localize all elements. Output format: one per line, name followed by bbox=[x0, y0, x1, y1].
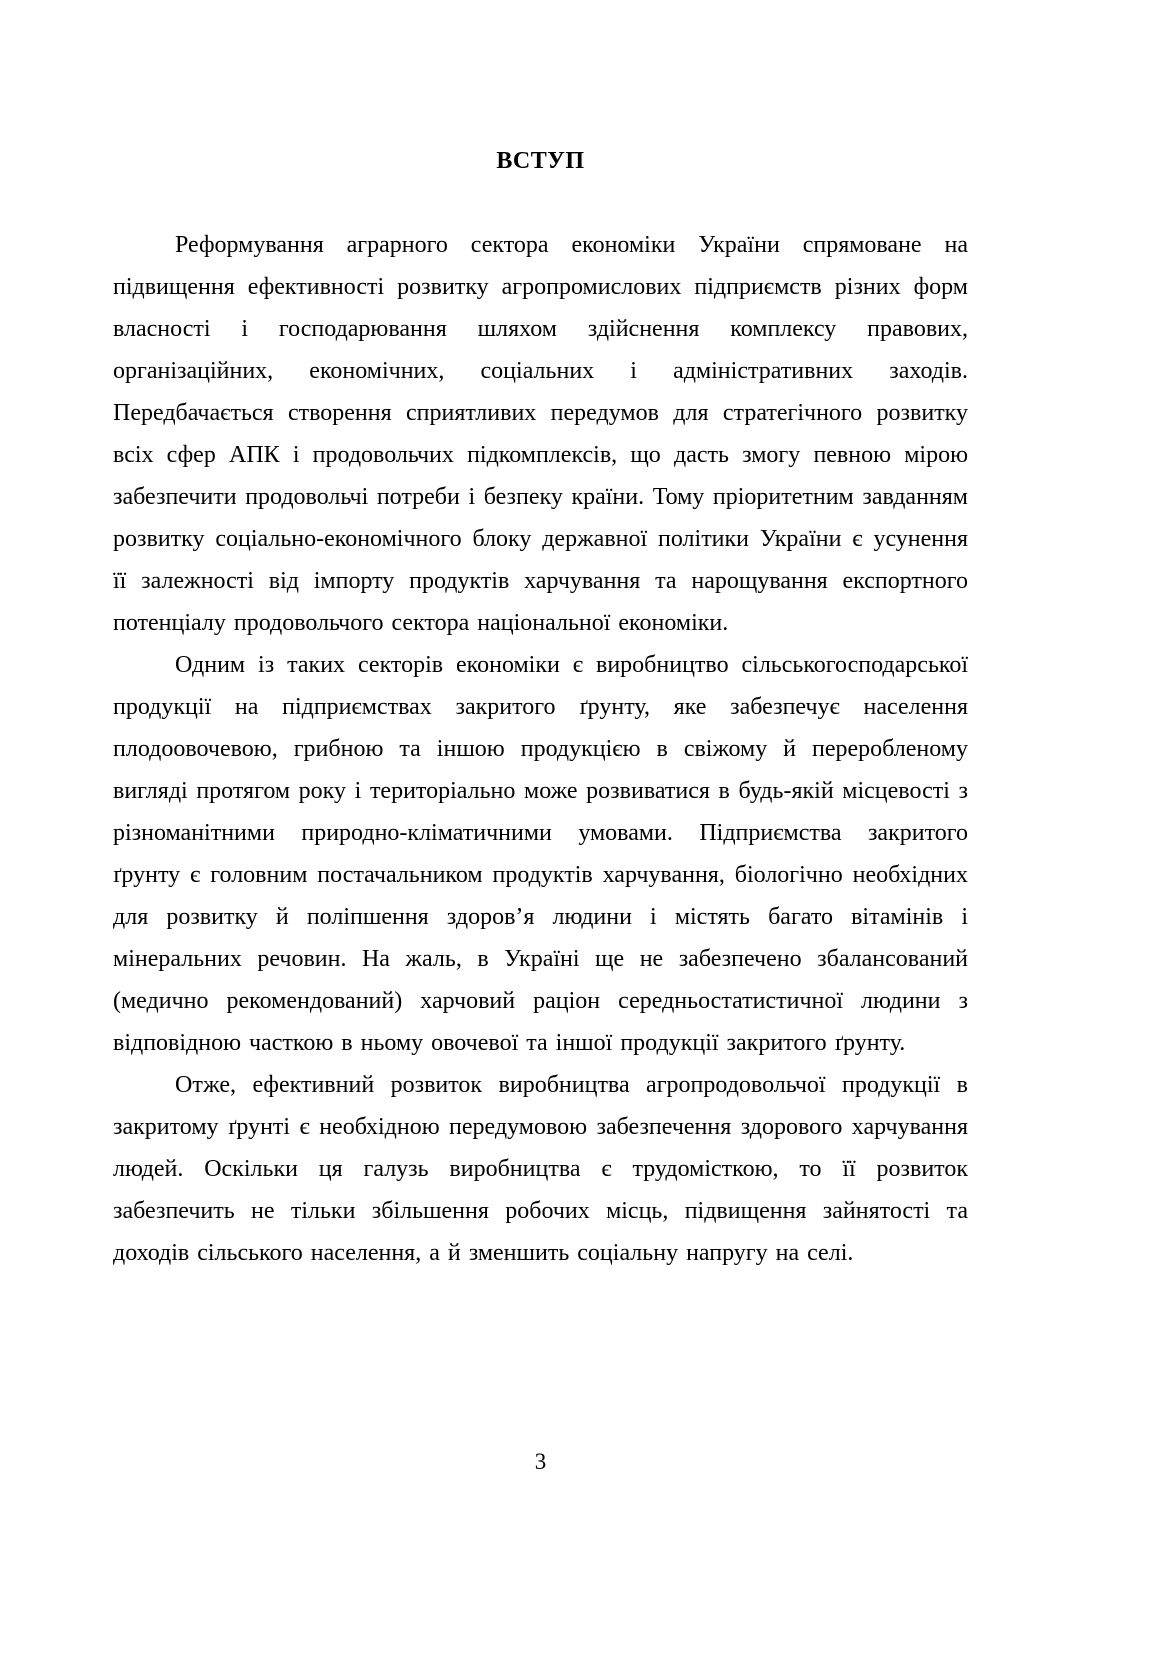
page-number: 3 bbox=[534, 1449, 547, 1474]
paragraph-greenhouse-sector: Одним із таких секторів економіки є виробництво сільськогосподарської продукції на підприємствах закритого ґрунту, яке забезпечує населення плодоовочевою, грибною та іншою продукцією в свіжому й переробленому вигляді протягом року і територіально може розвиватися в будь-якій місцевості з різноманітними природно-кліматичними умовами. Підприємства закритого ґрунту є головним постачальником продуктів харчування, біологічно необхідних для розвитку й поліпшення здоров’я людини і містять багато вітамінів і мінеральних речовин. На жаль, в Україні ще не забезпечено збалансований (медично рекомендований) харчовий раціон середньостатистичної людини з відповідною часткою в ньому овочевої та іншої продукції закритого ґрунту. bbox=[113, 652, 968, 1056]
paragraph-intro-reform: Реформування аграрного сектора економіки України спрямоване на підвищення ефективності розвитку агропромислових підприємств різних форм власності і господарювання шляхом здійснення комплексу правових, організаційних, економічних, соціальних і адміністративних заходів. Передбачається створення сприятливих передумов для стратегічного розвитку всіх сфер АПК і продовольчих підкомплексів, що дасть змогу певною мірою забезпечити продовольчі потреби і безпеку країни. Тому пріоритетним завданням розвитку соціально-економічного блоку державної політики України є усунення її залежності від імпорту продуктів харчування та нарощування експортного потенціалу продовольчого сектора національної економіки. bbox=[113, 232, 968, 636]
page-title: ВСТУП bbox=[496, 148, 585, 174]
paragraph-conclusion: Отже, ефективний розвиток виробництва агропродовольчої продукції в закритому ґрунті є необхідною передумовою забезпечення здорового харчування людей. Оскільки ця галузь виробництва є трудомісткою, то її розвиток забезпечить не тільки збільшення робочих місць, підвищення зайнятості та доходів сільського населення, а й зменшить соціальну напругу на селі. bbox=[113, 1072, 968, 1266]
